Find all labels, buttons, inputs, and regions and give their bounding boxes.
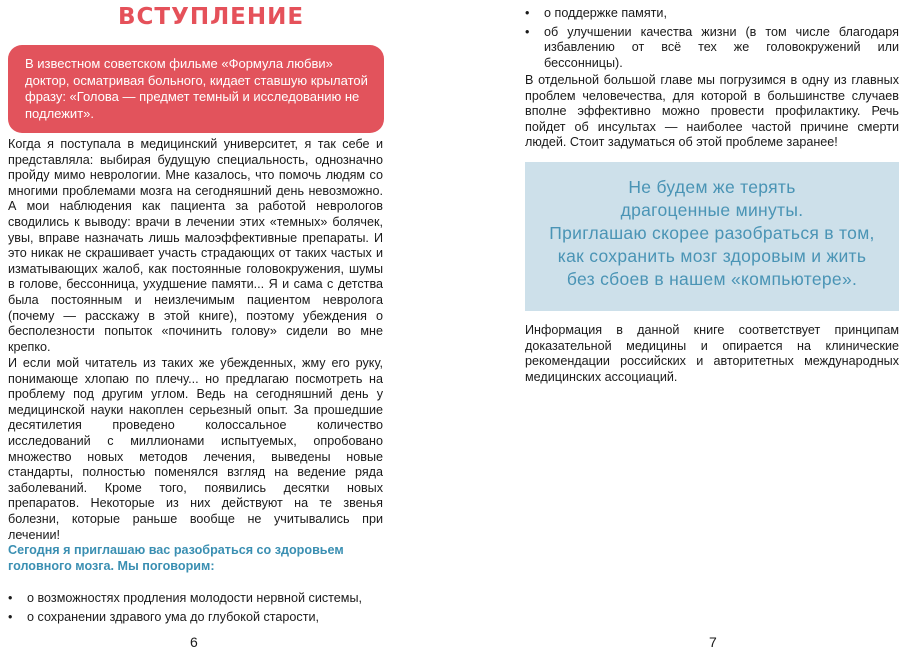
lead-in-text: Сегодня я приглашаю вас разобраться со здоровьем головного мозга. Мы поговорим:	[8, 543, 344, 573]
list-item: • об улучшении качества жизни (в том числе благодаря избавлению от всё тех же головокружений или бессонницы).	[525, 24, 899, 70]
bullet-icon: •	[525, 24, 530, 39]
callout-box	[525, 162, 899, 311]
bullet-icon: •	[525, 6, 530, 20]
callout-line: Не будем же терять	[628, 177, 796, 197]
callout-line: без сбоев в нашем «компьютере».	[566, 269, 858, 289]
callout-line: драгоценные минуты.	[620, 200, 804, 220]
body-paragraph-2: И если мой читатель из таких же убежденных, жму его руку, понимающе хлопаю по плечу... но предлагаю посмотреть на проблему под другим углом. Ведь на сегодняшний день у медицинской науки накоплен серьезный опыт. За прошедшие десятилетия проведено колоссальное количество исследований с миллионами испытуемых, опробовано множество новых методов лечения, выведены новые стандарты, полностью поменялся взгляд на ведение ряда заболеваний. Кроме того, появились десятки новых препаратов. Некоторые из них действуют на те звенья болезни, которые раньше вообще не учитывались при лечении!	[8, 356, 383, 542]
topic-list-right	[525, 6, 899, 71]
topic-list-left	[8, 591, 383, 625]
page-number-right: 7	[709, 634, 717, 650]
right-page	[454, 0, 908, 650]
list-item: • о сохранении здравого ума до глубокой старости,	[8, 609, 320, 624]
bullet-icon: •	[8, 609, 13, 624]
body-paragraph-3: В отдельной большой главе мы погрузимся в одну из главных проблем человечества, для которой в большинстве случаев вполне эффективно можно провести профилактику. Речь пойдет об инсультах — наиболее частой причине смерти людей. Стоит задуматься об этой проблеме заранее!	[525, 73, 899, 150]
list-item: • о возможностях продления молодости нервной системы,	[8, 591, 363, 605]
bullet-icon: •	[8, 591, 13, 605]
chapter-heading: ВСТУПЛЕНИЕ	[118, 4, 305, 30]
list-item: • о поддержке памяти,	[525, 6, 667, 20]
intro-quote-box	[8, 45, 384, 133]
page-number-left: 6	[190, 634, 198, 650]
body-paragraph-4: Информация в данной книге соответствует принципам доказательной медицины и опирается на клинические рекомендации российских и авторитетных международных медицинских ассоциаций.	[525, 323, 899, 384]
callout-line: Приглашаю скорее разобраться в том,	[549, 223, 875, 243]
intro-quote-text: В известном советском фильме «Формула любви» доктор, осматривая больного, кидает ставшую крылатой фразу: «Голова — предмет темный и исследованию не подлежит».	[25, 56, 368, 121]
callout-line: как сохранить мозг здоровым и жить	[557, 246, 867, 266]
body-paragraph-1: Когда я поступала в медицинский университет, я так себе и представляла: выбирая будущую специальность, однозначно пройду мимо неврологии. Мне казалось, что помочь людям со многими проблемами мозга на сегодняшний день невозможно. А мои наблюдения как пациента за работой неврологов сводились к выводу: врачи в лечении этих «темных» болячек, увы, вправе назначать лишь малоэффективные препараты. И это никак не скрашивает участь страдающих от таких частых и изматывающих жалоб, как постоянные головокружения, шумы в голове, бессонница, ухудшение памяти... Я и сама с детства была постоянным и неизлечимым пациентом невролога (почему — расскажу в этой книге), поэтому убеждения о бесполезности попыток «починить голову» сидели во мне крепко.	[8, 137, 383, 354]
